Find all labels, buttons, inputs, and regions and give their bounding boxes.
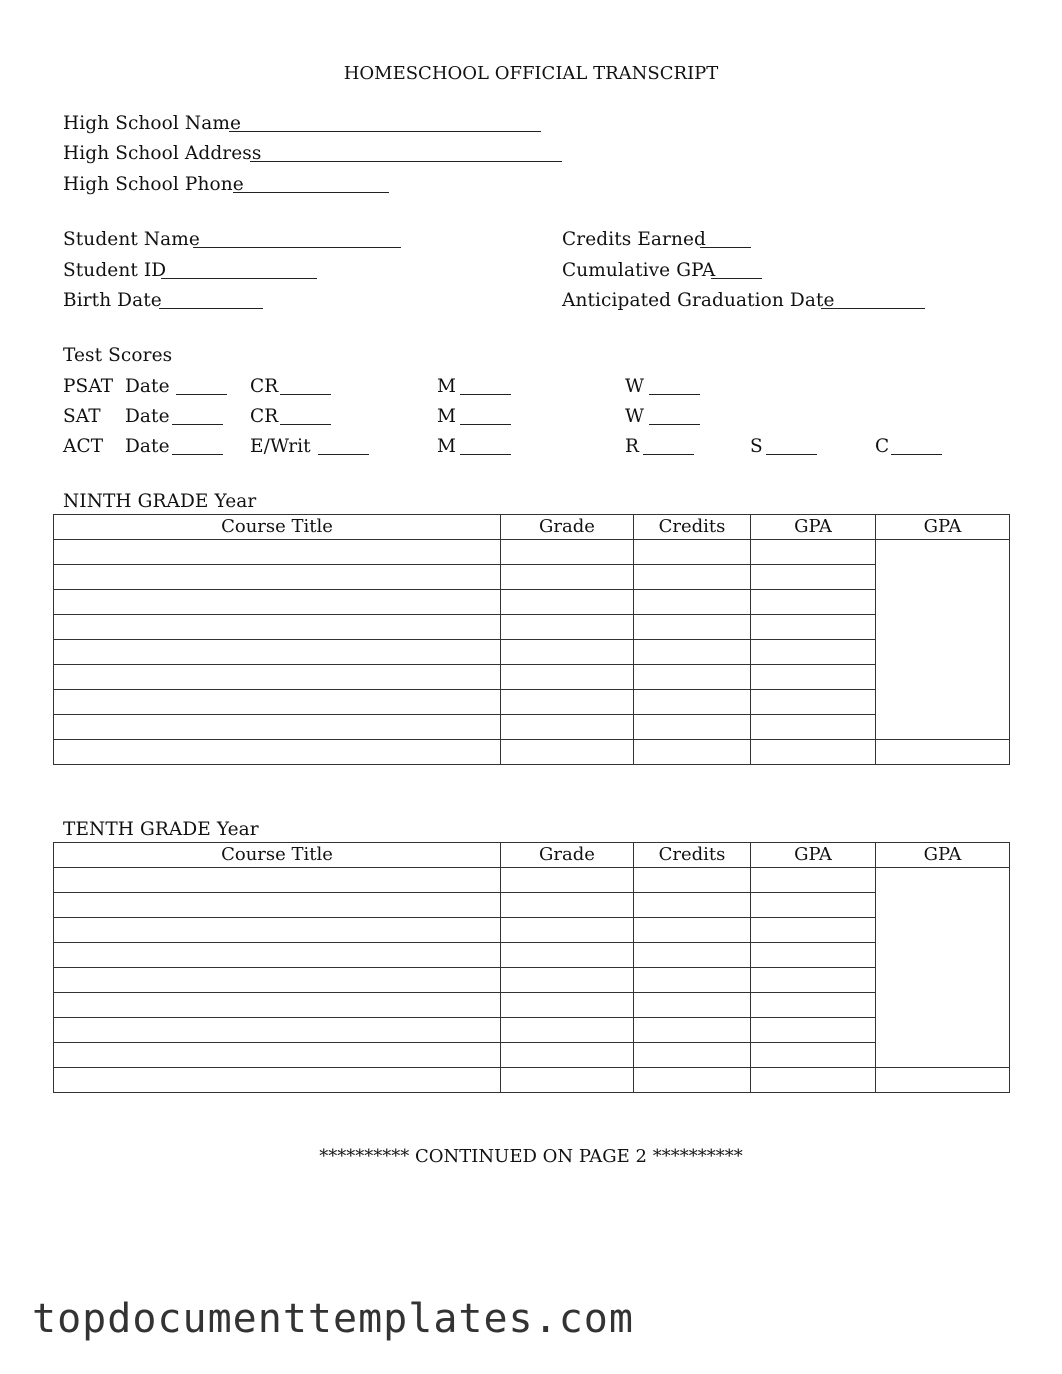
credits-cell[interactable] [634,665,751,690]
table-row[interactable] [54,1018,1010,1043]
act-c-field[interactable] [891,454,942,455]
gpa-total-cell[interactable] [876,540,1010,565]
course-title-cell[interactable] [54,943,501,968]
psat-date-field[interactable] [176,394,227,395]
psat-cr-label: CR [250,376,279,397]
gpa-cell[interactable] [751,868,876,893]
psat-cr-field[interactable] [280,394,331,395]
credits-cell[interactable] [634,715,751,740]
birth-date-label: Birth Date [63,290,162,311]
credits-cell[interactable] [634,868,751,893]
sat-cr-label: CR [250,406,279,427]
school-address-label: High School Address [63,143,262,164]
credits-cell[interactable] [634,968,751,993]
student-id-field[interactable] [161,278,317,279]
table-row[interactable] [54,993,1010,1018]
psat-w-label: W [625,376,645,397]
gpa-cell[interactable] [751,740,876,765]
psat-m-label: M [437,376,457,397]
table-row[interactable] [54,590,1010,615]
gpa-total-cell[interactable] [876,565,1010,590]
credits-earned-label: Credits Earned [562,229,706,250]
act-r-label: R [625,436,640,457]
grade-cell[interactable] [501,565,634,590]
act-date-field[interactable] [172,454,223,455]
sat-label: SAT [63,406,101,427]
test-scores-heading: Test Scores [63,345,173,366]
credits-cell[interactable] [634,565,751,590]
school-phone-label: High School Phone [63,174,244,195]
grade-cell[interactable] [501,993,634,1018]
credits-cell[interactable] [634,740,751,765]
gpa-cell[interactable] [751,1018,876,1043]
gpa-cell[interactable] [751,640,876,665]
course-title-cell[interactable] [54,868,501,893]
course-title-cell[interactable] [54,640,501,665]
table-row[interactable] [54,640,1010,665]
ninth-grade-table [53,514,1010,765]
grade-cell[interactable] [501,690,634,715]
grade-cell[interactable] [501,715,634,740]
gpa-cell[interactable] [751,715,876,740]
course-title-cell[interactable] [54,893,501,918]
gpa-cell[interactable] [751,615,876,640]
course-title-cell[interactable] [54,665,501,690]
gpa-cell[interactable] [751,540,876,565]
credits-cell[interactable] [634,943,751,968]
ninth-header-row [54,515,1010,540]
tenth-grade-table [53,842,1010,1093]
sat-m-label: M [437,406,457,427]
table-row[interactable] [54,715,1010,740]
psat-label: PSAT [63,376,114,397]
credits-cell[interactable] [634,640,751,665]
cumulative-gpa-label: Cumulative GPA [562,260,716,281]
table-row[interactable] [54,868,1010,893]
graduation-date-label: Anticipated Graduation Date [562,290,835,311]
grade-cell[interactable] [501,640,634,665]
gpa-total-cell[interactable] [876,918,1010,943]
act-s-field[interactable] [766,454,817,455]
grade-cell[interactable] [501,740,634,765]
gpa-total-cell[interactable] [876,715,1010,740]
table-row[interactable] [54,540,1010,565]
sat-cr-field[interactable] [280,424,331,425]
student-name-field[interactable] [193,247,401,248]
tenth-col-gpa: GPA [751,843,876,868]
grade-cell[interactable] [501,943,634,968]
student-name-label: Student Name [63,229,200,250]
birth-date-field[interactable] [159,308,263,309]
gpa-cell[interactable] [751,968,876,993]
ninth-col-credits: Credits [634,515,751,540]
table-row[interactable] [54,665,1010,690]
grade-cell[interactable] [501,665,634,690]
course-title-cell[interactable] [54,968,501,993]
gpa-total-cell[interactable] [876,590,1010,615]
course-title-cell[interactable] [54,690,501,715]
ninth-col-gpa-total: GPA [876,515,1010,540]
grade-cell[interactable] [501,590,634,615]
course-title-cell[interactable] [54,993,501,1018]
tenth-grade-heading: TENTH GRADE Year [63,819,259,840]
course-title-cell[interactable] [54,590,501,615]
grade-cell[interactable] [501,1068,634,1093]
gpa-total-cell[interactable] [876,1018,1010,1043]
table-row[interactable] [54,918,1010,943]
act-m-label: M [437,436,457,457]
act-ewrit-field[interactable] [318,454,369,455]
tenth-col-credits: Credits [634,843,751,868]
table-row[interactable] [54,968,1010,993]
ninth-col-grade: Grade [501,515,634,540]
gpa-total-cell[interactable] [876,968,1010,993]
grade-cell[interactable] [501,918,634,943]
tenth-header-row [54,843,1010,868]
credits-cell[interactable] [634,615,751,640]
credits-cell[interactable] [634,893,751,918]
gpa-total-cell[interactable] [876,943,1010,968]
course-title-cell[interactable] [54,540,501,565]
school-address-field[interactable] [250,161,562,162]
credits-cell[interactable] [634,540,751,565]
school-name-field[interactable] [229,131,541,132]
act-r-field[interactable] [643,454,694,455]
course-title-cell[interactable] [54,565,501,590]
credits-cell[interactable] [634,590,751,615]
watermark-text: topdocumenttemplates.com [32,1296,634,1342]
table-row[interactable] [54,565,1010,590]
credits-cell[interactable] [634,1068,751,1093]
grade-cell[interactable] [501,540,634,565]
ninth-grade-heading: NINTH GRADE Year [63,491,257,512]
act-label: ACT [63,436,104,457]
credits-cell[interactable] [634,690,751,715]
gpa-cell[interactable] [751,918,876,943]
credits-cell[interactable] [634,1018,751,1043]
grade-cell[interactable] [501,893,634,918]
table-row[interactable] [54,943,1010,968]
grade-cell[interactable] [501,968,634,993]
gpa-cell[interactable] [751,993,876,1018]
table-row[interactable] [54,1043,1010,1068]
gpa-total-cell[interactable] [876,615,1010,640]
act-date-label: Date [125,436,170,457]
course-title-cell[interactable] [54,1068,501,1093]
gpa-total-cell[interactable] [876,640,1010,665]
credits-cell[interactable] [634,918,751,943]
gpa-total-cell[interactable] [876,690,1010,715]
sat-w-label: W [625,406,645,427]
act-c-label: C [875,436,890,457]
gpa-total-cell[interactable] [876,1068,1010,1093]
credits-cell[interactable] [634,1043,751,1068]
grade-cell[interactable] [501,868,634,893]
sat-date-label: Date [125,406,170,427]
psat-date-label: Date [125,376,170,397]
table-row[interactable] [54,893,1010,918]
sat-date-field[interactable] [172,424,223,425]
gpa-total-cell[interactable] [876,740,1010,765]
credits-earned-field[interactable] [700,247,751,248]
gpa-total-cell[interactable] [876,665,1010,690]
tenth-col-gpa-total: GPA [876,843,1010,868]
sat-m-field[interactable] [460,424,511,425]
school-phone-field[interactable] [233,192,389,193]
grade-cell[interactable] [501,615,634,640]
course-title-cell[interactable] [54,615,501,640]
tenth-col-course-title: Course Title [54,843,501,868]
tenth-col-grade: Grade [501,843,634,868]
table-row[interactable] [54,1068,1010,1093]
continued-note: ********** CONTINUED ON PAGE 2 ********** [319,1146,743,1167]
cumulative-gpa-field[interactable] [711,278,762,279]
gpa-total-cell[interactable] [876,893,1010,918]
grade-cell[interactable] [501,1018,634,1043]
school-name-label: High School Name [63,113,242,134]
course-title-cell[interactable] [54,1018,501,1043]
act-s-label: S [750,436,763,457]
course-title-cell[interactable] [54,918,501,943]
table-row[interactable] [54,690,1010,715]
gpa-cell[interactable] [751,1068,876,1093]
course-title-cell[interactable] [54,740,501,765]
graduation-date-field[interactable] [821,308,925,309]
table-row[interactable] [54,740,1010,765]
credits-cell[interactable] [634,993,751,1018]
gpa-cell[interactable] [751,893,876,918]
table-row[interactable] [54,615,1010,640]
gpa-total-cell[interactable] [876,868,1010,893]
gpa-total-cell[interactable] [876,993,1010,1018]
psat-w-field[interactable] [649,394,700,395]
gpa-cell[interactable] [751,565,876,590]
grade-cell[interactable] [501,1043,634,1068]
gpa-total-cell[interactable] [876,1043,1010,1068]
sat-w-field[interactable] [649,424,700,425]
student-id-label: Student ID [63,260,167,281]
act-ewrit-label: E/Writ [250,436,311,457]
gpa-cell[interactable] [751,590,876,615]
gpa-cell[interactable] [751,1043,876,1068]
gpa-cell[interactable] [751,943,876,968]
course-title-cell[interactable] [54,1043,501,1068]
ninth-col-gpa: GPA [751,515,876,540]
gpa-cell[interactable] [751,665,876,690]
psat-m-field[interactable] [460,394,511,395]
act-m-field[interactable] [460,454,511,455]
gpa-cell[interactable] [751,690,876,715]
document-title: HOMESCHOOL OFFICIAL TRANSCRIPT [343,63,719,84]
ninth-col-course-title: Course Title [54,515,501,540]
course-title-cell[interactable] [54,715,501,740]
